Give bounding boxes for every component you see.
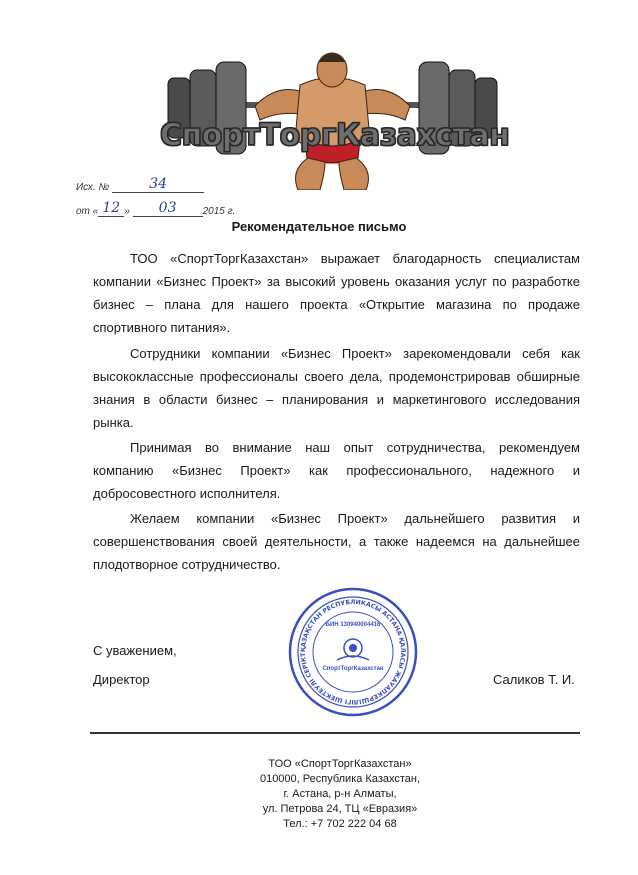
company-logo bbox=[160, 40, 510, 190]
company-footer bbox=[220, 757, 460, 832]
outgoing-number-value: 34 bbox=[149, 176, 168, 192]
paragraph-4: Желаем компании «Бизнес Проект» дальнейшего развития и совершенствования своей деятельности, а также надеемся на дальнейшее плодотворное сотрудничество. bbox=[93, 511, 580, 572]
seal-bin: БИН 130940004416 bbox=[325, 622, 381, 628]
closing: С уважением, bbox=[93, 643, 177, 658]
paragraph-1: ТОО «СпортТоргКазахстан» выражает благодарность специалистам компании «Бизнес Проект» за высокий уровень оказания услуг по разработке бизнес – плана для нашего проекта «Открытие магазина по продаже спортивного питания». bbox=[93, 251, 580, 335]
footer-phone: Тел.: +7 702 222 04 68 bbox=[283, 818, 397, 830]
paragraph-2: Сотрудники компании «Бизнес Проект» зарекомендовали себя как высококлассные профессионалы своего дела, продемонстрировав обширные знания в области бизнес – планирования и маркетингового исследования рынка. bbox=[93, 346, 580, 430]
outgoing-number bbox=[76, 176, 204, 193]
outgoing-number-label: Исх. № bbox=[76, 182, 110, 193]
footer-address-2: г. Астана, р-н Алматы, bbox=[283, 788, 397, 800]
footer-address-3: ул. Петрова 24, ТЦ «Евразия» bbox=[262, 803, 418, 815]
seal-icon bbox=[287, 586, 419, 718]
date-day: 12 bbox=[102, 200, 121, 216]
paragraph-3: Принимая во внимание наш опыт сотрудничества, рекомендуем компанию «Бизнес Проект» как профессионального, надежного и добросовестного исполнителя. bbox=[93, 440, 580, 501]
signer-name: Саликов Т. И. bbox=[493, 672, 575, 687]
seal-ring-text: ҚАЗАҚСТАН РЕСПУБЛИКАСЫ АСТАНА ҚАЛАСЫ ЖАУАПКЕРШІЛІГІ ШЕКТЕУЛІ СЕРІКТ bbox=[299, 598, 407, 706]
svg-text:ҚАЗАҚСТАН РЕСПУБЛИКАСЫ АСТАНА bbox=[287, 586, 406, 705]
company-seal bbox=[287, 586, 419, 718]
date-suffix: 2015 г. bbox=[202, 206, 236, 217]
date-prefix: от « bbox=[76, 206, 99, 217]
letter-title: Рекомендательное письмо bbox=[231, 219, 407, 234]
footer-address-1: 010000, Республика Казахстан, bbox=[259, 773, 421, 785]
signer-position: Директор bbox=[93, 672, 150, 687]
date-month: 03 bbox=[158, 200, 177, 216]
seal-center-text: СпортТоргКазахстан bbox=[322, 666, 384, 672]
logo-text: СпортТоргКазахстан bbox=[160, 118, 510, 153]
bodybuilder-barbell-illustration bbox=[160, 40, 510, 190]
letter-date bbox=[76, 200, 235, 217]
footer-company: ТОО «СпортТоргКазахстан» bbox=[268, 758, 412, 770]
footer-divider bbox=[90, 732, 580, 734]
date-mid: » bbox=[124, 206, 130, 217]
